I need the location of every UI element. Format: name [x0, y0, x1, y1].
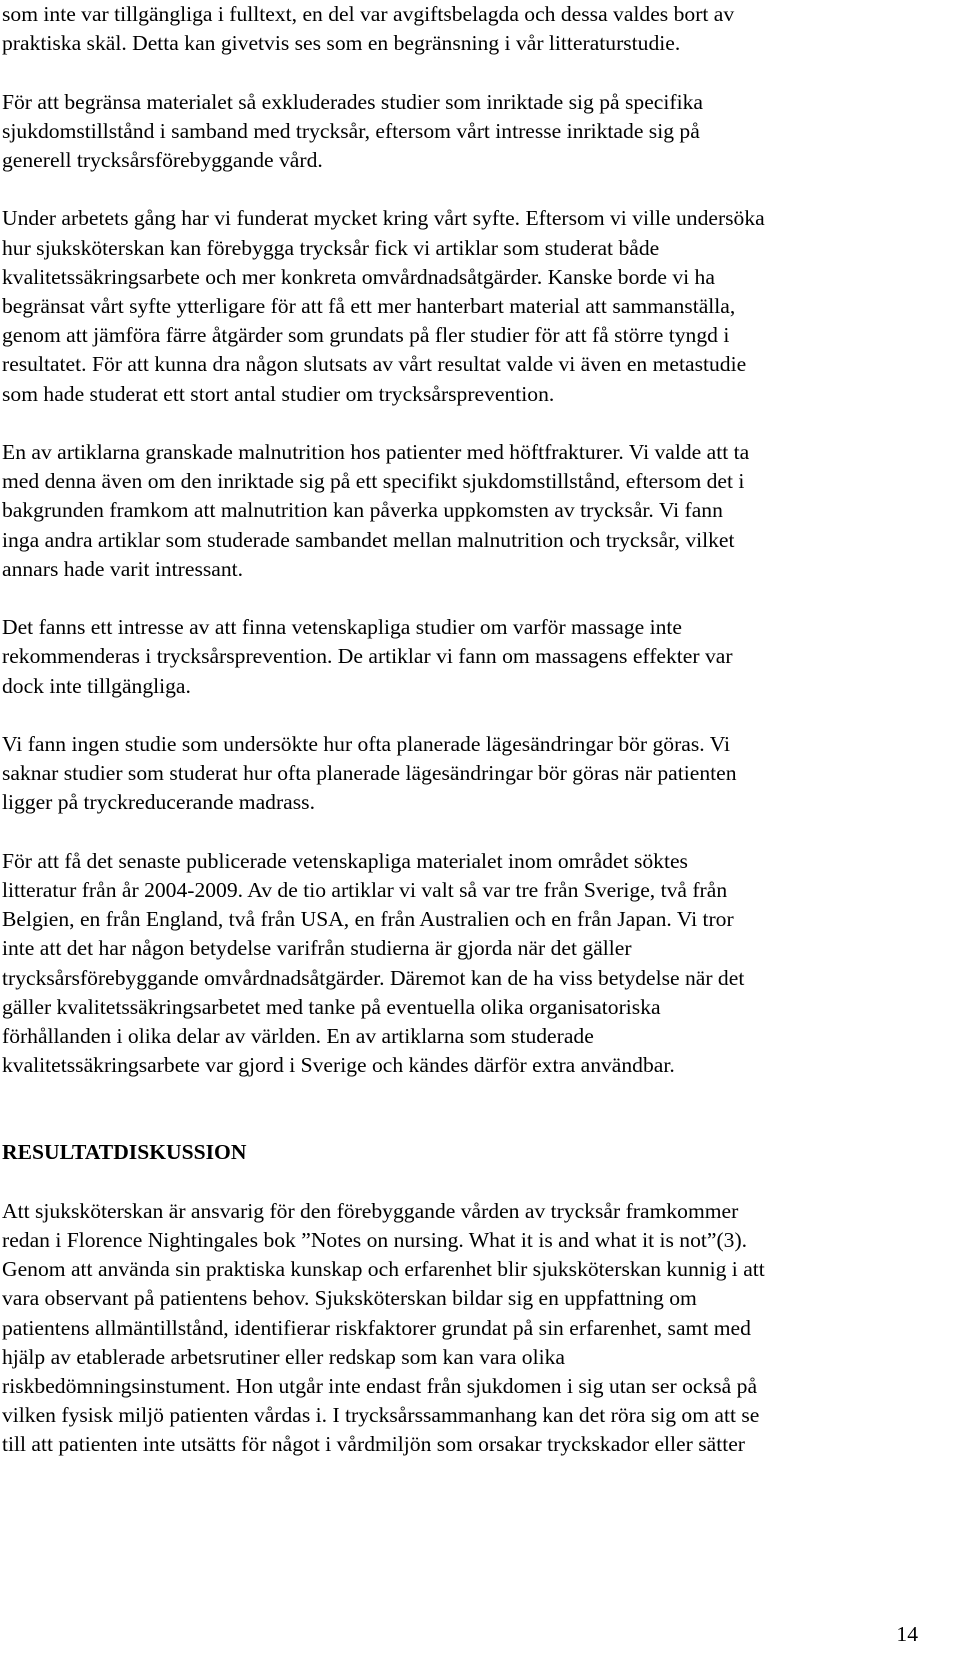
text-line: patientens allmäntillstånd, identifierar riskfaktorer grundat på sin erfarenhet, samt med — [2, 1315, 751, 1340]
text-line: För att begränsa materialet så exkluderades studier som inriktade sig på specifika — [2, 89, 703, 114]
text-line: annars hade varit intressant. — [2, 556, 244, 581]
text-line: Att sjuksköterskan är ansvarig för den förebyggande vården av trycksår framkommer — [2, 1198, 739, 1223]
text-line: redan i Florence Nightingales bok ”Notes on nursing. What it is and what it is not”(3). — [2, 1228, 748, 1253]
text-line: genom att jämföra färre åtgärder som grundats på fler studier för att få större tyngd i — [2, 323, 730, 348]
text-line: trycksårsförebyggande omvårdnadsåtgärder. Däremot kan de ha viss betydelse när det — [2, 965, 745, 990]
text-line: inga andra artiklar som studerade sambandet mellan malnutrition och trycksår, vilket — [2, 527, 735, 552]
text-line: generell trycksårsförebyggande vård. — [2, 148, 323, 172]
paragraph-literature-origin — [2, 847, 957, 1081]
text-line: bakgrunden framkom att malnutrition kan påverka uppkomsten av trycksår. Vi fann — [2, 498, 723, 523]
text-line: saknar studier som studerat hur ofta planerade lägesändringar bör göras när patienten — [2, 761, 737, 786]
text-line: som inte var tillgängliga i fulltext, en del var avgiftsbelagda och dessa valdes bort av — [2, 2, 735, 26]
paragraph-top-fragment — [2, 0, 957, 58]
paragraph-gap — [2, 701, 957, 730]
paragraph-gap — [2, 584, 957, 613]
text-line: För att få det senaste publicerade vetenskapliga materialet inom området söktes — [2, 848, 688, 873]
paragraph-purpose-reflection — [2, 204, 957, 408]
text-line: kvalitetssäkringsarbete var gjord i Sverige och kändes därför extra användbar. — [2, 1053, 675, 1078]
text-line: rekommenderas i trycksårsprevention. De artiklar vi fann om massagens effekter var — [2, 644, 733, 669]
text-line: kvalitetssäkringsarbete och mer konkreta omvårdnadsåtgärder. Kanske borde vi ha — [2, 264, 715, 289]
paragraph-gap — [2, 58, 957, 87]
text-line: resultatet. För att kunna dra någon slutsats av vårt resultat valde vi även en metastudie — [2, 352, 747, 377]
paragraph-gap — [2, 818, 957, 847]
text-line: riskbedömningsinstument. Hon utgår inte endast från sjukdomen i sig utan ser också på — [2, 1374, 758, 1399]
text-line: Genom att använda sin praktiska kunskap och erfarenhet blir sjuksköterskan kunnig i att — [2, 1257, 765, 1282]
text-line: begränsat vårt syfte ytterligare för att få ett mer hanterbart material att sammanställa, — [2, 294, 736, 318]
text-line: litteratur från år 2004-2009. Av de tio artiklar vi valt så var tre från Sverige, två från — [2, 878, 728, 902]
text-line: vara observant på patientens behov. Sjuksköterskan bildar sig en uppfattning om — [2, 1286, 697, 1311]
text-line: inte att det har någon betydelse varifrån studierna är gjorda när det gäller — [2, 936, 632, 961]
text-line: sjukdomstillstånd i samband med trycksår, eftersom vårt intresse inriktade sig på — [2, 118, 700, 143]
text-line: hjälp av etablerade arbetsrutiner eller redskap som kan vara olika — [2, 1344, 565, 1369]
section-heading: RESULTATDISKUSSION — [2, 1140, 247, 1165]
text-line: Vi fann ingen studie som undersökte hur ofta planerade lägesändringar bör göras. Vi — [2, 732, 730, 756]
paragraph-gap — [2, 175, 957, 204]
text-line: vilken fysisk miljö patienten vårdas i. I trycksårssammanhang kan det röra sig om att se — [2, 1403, 760, 1428]
text-line: med denna även om den inriktade sig på ett specifikt sjukdomstillstånd, eftersom det i — [2, 469, 745, 494]
paragraph-gap — [2, 1168, 957, 1197]
text-line: till att patienten inte utsätts för något i vårdmiljön som orsakar tryckskador eller sätter — [2, 1432, 745, 1457]
text-line: praktiska skäl. Detta kan givetvis ses som en begränsning i vår litteraturstudie. — [2, 31, 681, 56]
text-line: ligger på tryckreducerande madrass. — [2, 790, 315, 815]
page-number: 14 — [896, 1622, 918, 1646]
paragraph-scope-limitation — [2, 88, 957, 176]
paragraph-gap — [2, 409, 957, 438]
text-line: Belgien, en från England, två från USA, en från Australien och en från Japan. Vi tror — [2, 907, 734, 932]
text-line: gäller kvalitetssäkringsarbetet med tanke på eventuella olika organisatoriska — [2, 994, 661, 1019]
page-content — [2, 0, 957, 1460]
text-line: förhållanden i olika delar av världen. En av artiklarna som studerade — [2, 1024, 594, 1049]
text-line: hur sjuksköterskan kan förebygga trycksår fick vi artiklar som studerat både — [2, 235, 660, 260]
text-line: som hade studerat ett stort antal studier om trycksårsprevention. — [2, 381, 555, 406]
text-line: dock inte tillgängliga. — [2, 673, 191, 698]
paragraph-result-discussion — [2, 1197, 957, 1460]
paragraph-position-changes — [2, 730, 957, 818]
paragraph-malnutrition — [2, 438, 957, 584]
text-line: En av artiklarna granskade malnutrition hos patienter med höftfrakturer. Vi valde att ta — [2, 440, 750, 464]
text-line: Under arbetets gång har vi funderat mycket kring vårt syfte. Eftersom vi ville undersöka — [2, 206, 765, 231]
text-line: Det fanns ett intresse av att finna vetenskapliga studier om varför massage inte — [2, 615, 682, 640]
paragraph-massage — [2, 613, 957, 701]
section-gap — [2, 1080, 957, 1138]
